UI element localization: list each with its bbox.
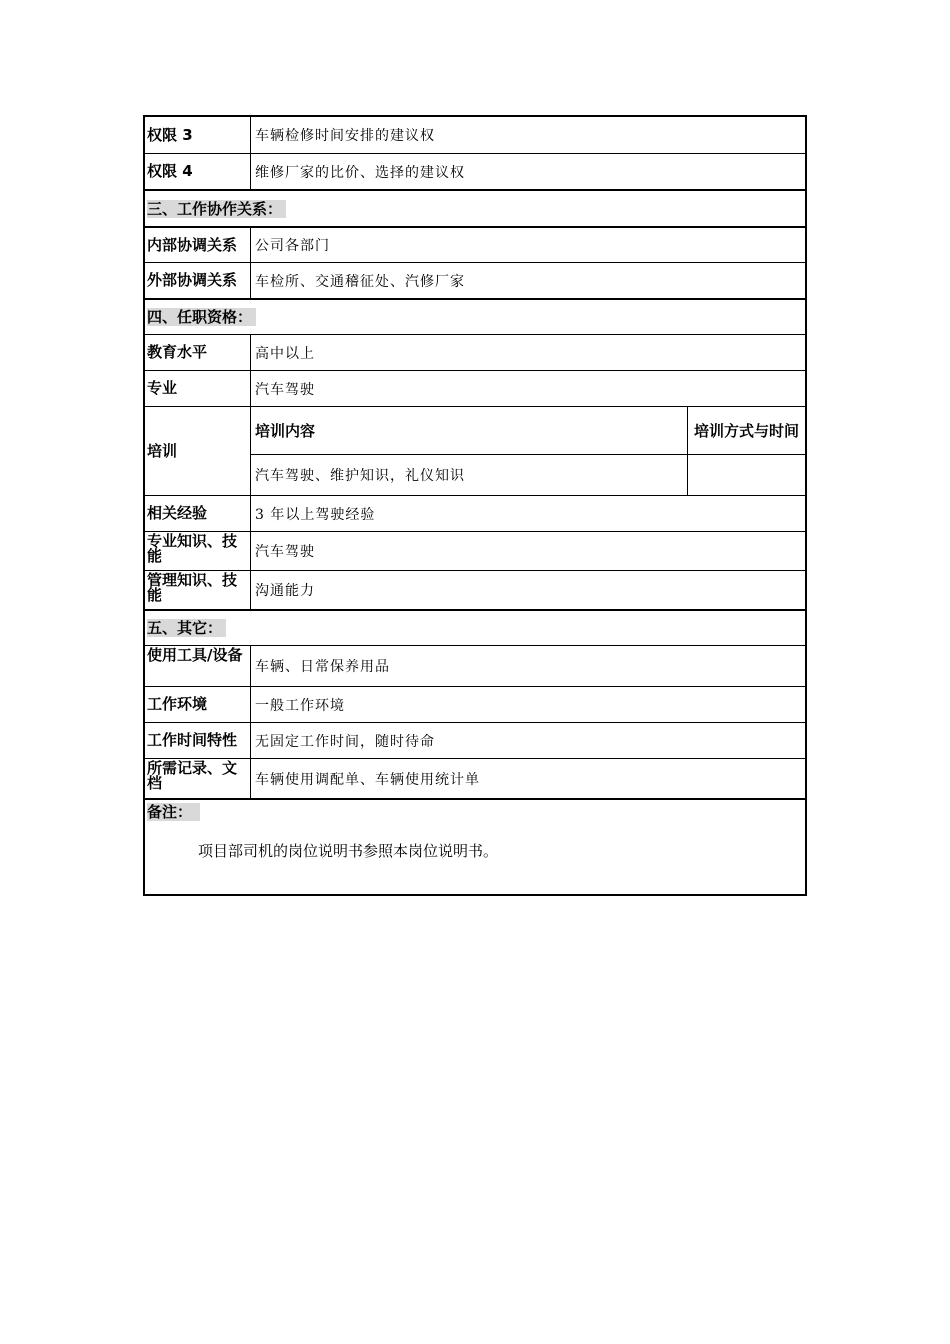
table-row xyxy=(145,531,805,570)
row-value: 汽车驾驶 xyxy=(255,381,315,398)
row-label: 管理知识、技能 xyxy=(145,571,251,609)
row-value: 公司各部门 xyxy=(255,238,330,254)
row-value: 车辆使用调配单、车辆使用统计单 xyxy=(255,771,480,788)
row-label: 相关经验 xyxy=(145,496,251,531)
table-row xyxy=(145,370,805,406)
row-label: 工作时间特性 xyxy=(145,723,251,758)
table-row xyxy=(145,645,805,686)
table-row xyxy=(145,262,805,298)
table-row xyxy=(145,758,805,798)
section-title: 三、工作协作关系： xyxy=(147,200,286,218)
row-value: 汽车驾驶 xyxy=(255,544,315,560)
notes-section xyxy=(145,798,805,894)
table-row xyxy=(145,686,805,722)
row-value: 车辆、日常保养用品 xyxy=(255,659,390,675)
table-row xyxy=(145,226,805,262)
training-row xyxy=(145,406,805,495)
section-header xyxy=(145,298,805,334)
row-value: 一般工作环境 xyxy=(255,697,345,714)
row-label: 外部协调关系 xyxy=(145,263,251,298)
row-value: 3 年以上驾驶经验 xyxy=(255,506,376,523)
row-label: 使用工具/设备 xyxy=(145,646,251,686)
row-value: 车辆检修时间安排的建议权 xyxy=(255,128,435,144)
row-label: 权限 3 xyxy=(145,117,251,153)
table-row xyxy=(145,334,805,370)
row-label: 所需记录、文档 xyxy=(145,759,251,798)
row-label: 专业知识、技能 xyxy=(145,532,251,570)
training-content-value: 汽车驾驶、维护知识，礼仪知识 xyxy=(251,455,688,495)
job-description-table xyxy=(143,115,807,896)
training-method-value xyxy=(688,455,805,495)
row-value: 无固定工作时间，随时待命 xyxy=(255,733,435,750)
training-content-header: 培训内容 xyxy=(251,407,688,455)
row-label: 培训 xyxy=(145,407,251,495)
row-label: 内部协调关系 xyxy=(145,228,251,262)
row-value: 高中以上 xyxy=(255,345,315,362)
notes-text: 项目部司机的岗位说明书参照本岗位说明书。 xyxy=(198,842,499,860)
table-row xyxy=(145,722,805,758)
training-method-header: 培训方式与时间 xyxy=(688,407,805,455)
row-label: 权限 4 xyxy=(145,154,251,189)
section-header xyxy=(145,609,805,645)
table-row xyxy=(145,570,805,609)
notes-title: 备注： xyxy=(147,803,200,821)
section-title: 五、其它： xyxy=(147,619,226,637)
row-value: 沟通能力 xyxy=(255,583,315,599)
row-label: 专业 xyxy=(145,371,251,406)
table-row xyxy=(145,117,805,153)
row-value: 维修厂家的比价、选择的建议权 xyxy=(255,164,465,181)
row-label: 工作环境 xyxy=(145,687,251,722)
row-value: 车检所、交通稽征处、汽修厂家 xyxy=(255,273,465,290)
section-header xyxy=(145,189,805,226)
table-row xyxy=(145,495,805,531)
table-row xyxy=(145,153,805,189)
row-label: 教育水平 xyxy=(145,335,251,370)
section-title: 四、任职资格： xyxy=(147,308,256,326)
